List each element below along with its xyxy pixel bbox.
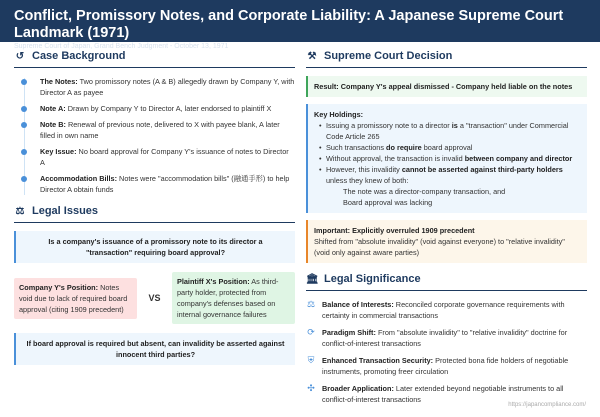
holding-item: • Issuing a promissory note to a director is a "transaction" under Commercial Code Article 265: [319, 120, 581, 142]
gavel-icon: ⚒: [307, 50, 317, 62]
holding-item: • Such transactions do require board approval: [319, 142, 581, 153]
holdings-list: [314, 120, 581, 208]
item-label: Key Issue:: [40, 147, 77, 156]
dot-icon: [21, 122, 27, 128]
timeline-item: [40, 103, 295, 114]
page-title: Conflict, Promissory Notes, and Corporate Liability: A Japanese Supreme Court Landmark (1971): [14, 8, 564, 41]
holding-item: • Without approval, the transaction is invalid between company and director: [319, 153, 581, 164]
important-box: [306, 220, 587, 263]
timeline: [20, 76, 295, 195]
item-label: The Notes:: [40, 77, 78, 86]
question-box: If board approval is required but absent, can invalidity be asserted against innocent third parties?: [14, 333, 295, 365]
plaintiff-x-position: [172, 272, 295, 324]
landmark-icon: 🏛: [306, 273, 319, 285]
section-title: Legal Significance: [324, 273, 421, 285]
section-title: Supreme Court Decision: [324, 50, 453, 62]
vs-label: VS: [148, 293, 161, 303]
section-legal-issues: [14, 205, 295, 223]
section-title: Legal Issues: [32, 205, 99, 217]
section-significance: [306, 273, 587, 291]
dot-icon: [21, 106, 27, 112]
timeline-item: [40, 146, 295, 168]
item-text: Renewal of previous note, delivered to X with payee blank, A later filled in own name: [40, 120, 280, 140]
balance-scale-icon: ⚖: [306, 299, 316, 309]
item-text: No board approval for Company Y's issuance of notes to Director A: [40, 147, 289, 167]
key-holdings-box: [306, 104, 587, 213]
important-title: Important: Explicitly overruled 1909 precedent: [314, 226, 475, 235]
position-label: Plaintiff X's Position:: [176, 277, 250, 286]
shield-icon: ⛨: [307, 355, 315, 365]
important-text: Shifted from "absolute invalidity" (void against everyone) to "relative invalidity" (void only against aware parties): [314, 237, 565, 257]
dot-icon: [21, 149, 27, 155]
position-text: Notes void due to lack of required board approval (citing 1909 precedent): [19, 282, 128, 314]
position-text: As third-party holder, protected from company's defenses based on internal governance failures: [176, 277, 279, 319]
item-label: Note B:: [40, 120, 66, 129]
dot-icon: [21, 176, 27, 182]
sub-item: The note was a director-company transaction, and: [343, 187, 506, 196]
significance-item: ⟳ Paradigm Shift: From "absolute invalidity" to "relative invalidity" doctrine for conflict-of-interest transactions: [307, 327, 568, 348]
significance-item: ⚖ Balance of Interests: Reconciled corporate governance requirements with certainty in commercial transactions: [306, 299, 565, 320]
history-icon: ↺: [15, 50, 25, 62]
page-subtitle: Supreme Court of Japan, Grand Bench Judgment - October 13, 1971: [14, 43, 229, 50]
left-column: [14, 50, 295, 365]
right-column: [306, 50, 587, 411]
source-url: https://japancompliance.com/: [508, 402, 586, 408]
expand-arrows-icon: ✣: [307, 383, 315, 393]
section-decision: [306, 50, 587, 68]
sub-item: Board approval was lacking: [343, 198, 433, 207]
significance-item: ⛨ Enhanced Transaction Security: Protected bona fide holders of negotiable instruments, promoting freer circulation: [307, 355, 569, 376]
timeline-item: [40, 76, 295, 98]
significance-item: ✣ Broader Application: Later extended beyond negotiable instruments to all conflict-of-interest transactions: [307, 383, 564, 404]
sync-icon: ⟳: [307, 327, 315, 337]
company-y-position: [14, 278, 137, 319]
positions-row: [14, 272, 295, 324]
holding-item: • However, this invalidity cannot be asserted against third-party holders unless they knew of both: The note was a director-company transaction, and Board approval was lacking: [319, 164, 581, 208]
item-label: Note A:: [40, 104, 66, 113]
result-box: Result: Company Y's appeal dismissed - Company held liable on the notes: [306, 76, 587, 97]
timeline-item: [40, 173, 295, 195]
item-text: Notes were "accommodation bills" (融通手形) to help Director A obtain funds: [40, 174, 290, 194]
dot-icon: [21, 79, 27, 85]
section-title: Case Background: [32, 50, 126, 62]
timeline-item: [40, 119, 295, 141]
item-label: Accommodation Bills:: [40, 174, 118, 183]
item-text: Drawn by Company Y to Director A, later endorsed to plaintiff X: [65, 104, 272, 113]
question-box: Is a company's issuance of a promissory note to its director a "transaction" requiring board approval?: [14, 231, 295, 263]
item-text: Two promissory notes (A & B) allegedly drawn by Company Y, with Director A as payee: [40, 77, 295, 97]
balance-scale-icon: ⚖: [15, 205, 25, 217]
position-label: Company Y's Position:: [19, 282, 99, 292]
holdings-title: Key Holdings:: [314, 110, 364, 119]
header: [0, 0, 600, 50]
section-case-background: [14, 50, 295, 68]
